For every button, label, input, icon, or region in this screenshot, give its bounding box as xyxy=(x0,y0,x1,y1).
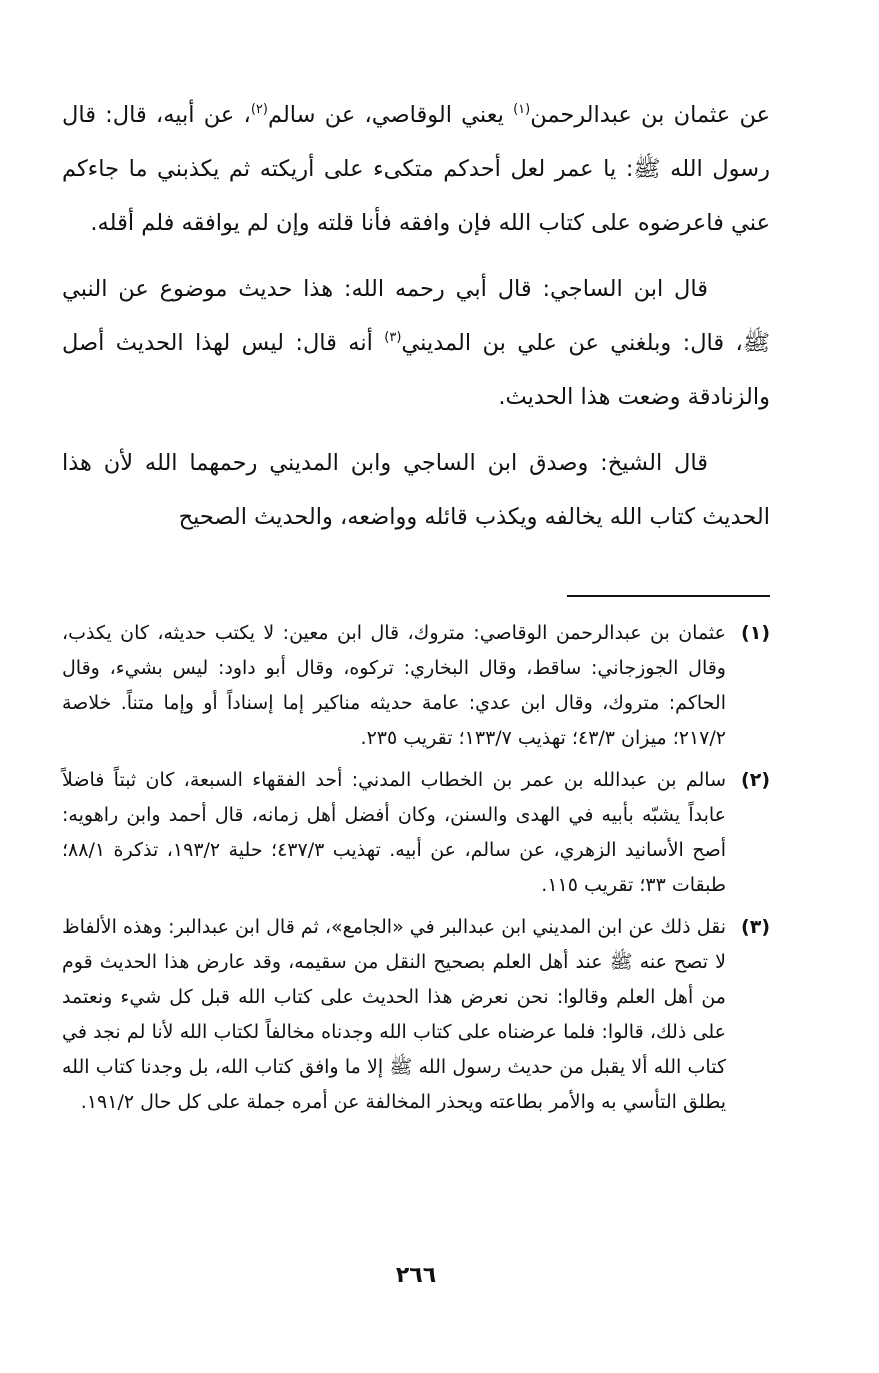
footnote-1 xyxy=(62,616,770,756)
paragraph-text: يعني الوقاصي، عن سالم xyxy=(267,102,514,128)
footnote-number: (١) xyxy=(741,622,770,644)
footnote-number: (٢) xyxy=(741,769,770,791)
footnote-text: نقل ذلك عن ابن المديني ابن عبدالبر في «الجامع»، ثم قال ابن عبدالبر: وهذه الألفاظ لا تصح عنه ﷺ عند أهل العلم بصحيح النقل من سقيمه، وقد عارض هذا الحديث قوم من أهل العلم وقالوا: نحن نعرض هذا الحديث على كتاب الله قبل كل شيء ونعتمد على ذلك، قالوا: فلما عرضناه على كتاب الله وجدناه مخالفاً لكتاب الله لأنا لم نجد في كتاب الله ألا يقبل من حديث رسول الله ﷺ إلا ما وافق كتاب الله، بل وجدنا كتاب الله يطلق التأسي به والأمر بطاعته ويحذر المخالفة عن أمره جملة على كل حال ١٩١/٢. xyxy=(62,916,726,1113)
footnote-3 xyxy=(62,910,770,1120)
body-paragraph-3 xyxy=(62,436,770,544)
footnote-separator xyxy=(567,595,770,597)
paragraph-text: أنه قال: ليس لهذا الحديث أصل والزنادقة وضعت هذا الحديث. xyxy=(62,330,770,410)
paragraph-text: عن عثمان بن عبدالرحمن xyxy=(530,102,770,128)
document-page xyxy=(62,88,770,1288)
body-paragraph-2 xyxy=(62,262,770,424)
footnote-reference-1: (١) xyxy=(513,102,531,117)
page-number: ٢٦٦ xyxy=(395,1263,437,1288)
footnote-number: (٣) xyxy=(741,916,770,938)
footnote-2 xyxy=(62,763,770,903)
footnote-text: سالم بن عبدالله بن عمر بن الخطاب المدني: أحد الفقهاء السبعة، كان ثبتاً فاضلاً عابداً يشبّه بأبيه في الهدى والسنن، وكان أفضل أهل زمانه، قال أحمد وابن راهويه: أصح الأسانيد الزهري، عن سالم، عن أبيه. تهذيب ٤٣٧/٣؛ حلية ١٩٣/٢، تذكرة ٨٨/١؛ طبقات ٣٣؛ تقريب ١١٥. xyxy=(62,769,726,896)
footnote-reference-3: (٣) xyxy=(384,330,402,345)
paragraph-text: قال ابن الساجي: قال أبي رحمه الله: هذا حديث موضوع عن النبي ﷺ، قال: وبلغني عن علي بن المديني xyxy=(62,276,770,356)
paragraph-text: ، عن أبيه، قال: قال رسول الله ﷺ: يا عمر لعل أحدكم متكىء على أريكته ثم يكذبني ما جاءكم عني فاعرضوه على كتاب الله فإن وافقه فأنا قلته وإن لم يوافقه فلم أقله. xyxy=(62,102,770,236)
footnote-text: عثمان بن عبدالرحمن الوقاصي: متروك، قال ابن معين: لا يكتب حديثه، كان يكذب، وقال الجوزجاني: ساقط، وقال البخاري: تركوه، وقال أبو داود: ليس بشيء، وقال الحاكم: متروك، وقال ابن عدي: عامة حديثه مناكير إما إسناداً أو وإما متناً. خلاصة ٢١٧/٢؛ ميزان ٤٣/٣؛ تهذيب ١٣٣/٧؛ تقريب ٢٣٥. xyxy=(62,622,726,749)
paragraph-text: قال الشيخ: وصدق ابن الساجي وابن المديني رحمهما الله لأن هذا الحديث كتاب الله يخالفه ويكذب قائله وواضعه، والحديث الصحيح xyxy=(62,450,770,530)
footnotes-section xyxy=(62,616,770,1127)
footnote-reference-2: (٢) xyxy=(250,102,268,117)
body-paragraph-1 xyxy=(62,88,770,250)
